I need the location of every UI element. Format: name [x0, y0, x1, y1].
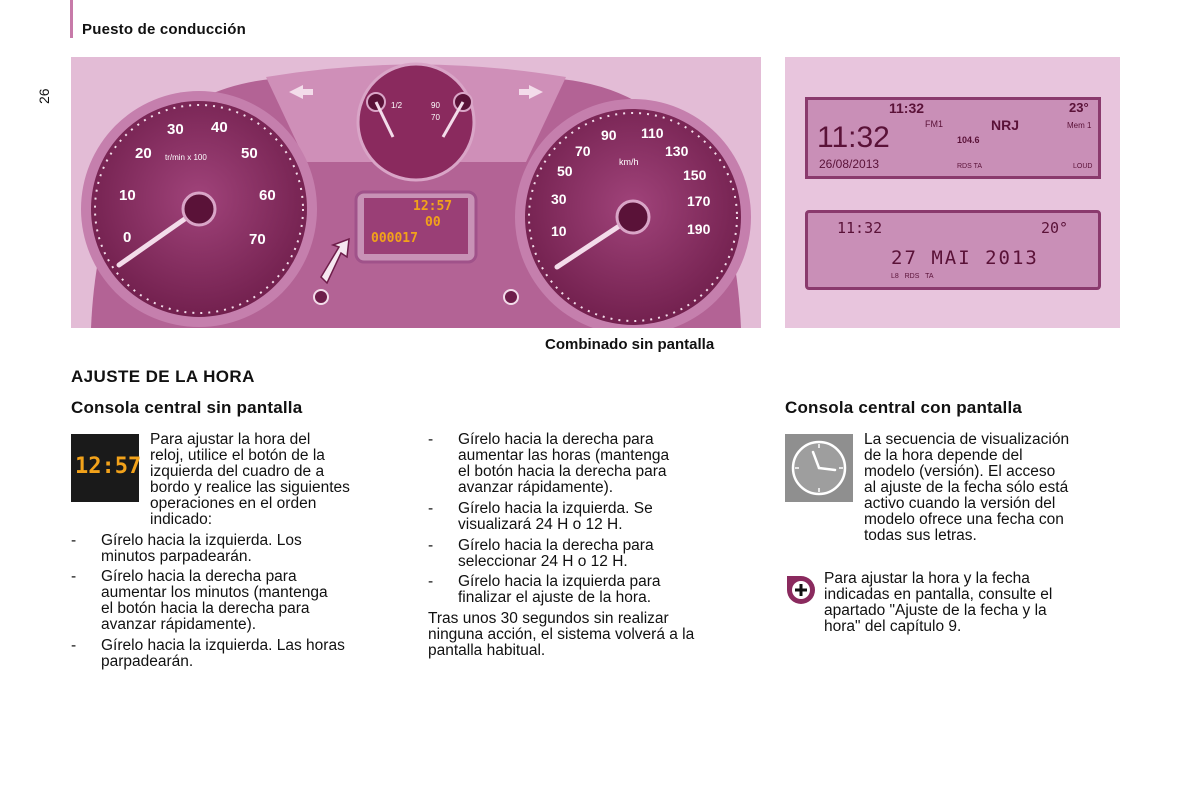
mid-bullet-1: [428, 432, 758, 498]
intro-line: modelo (versión). El acceso: [864, 463, 1056, 480]
bullet-line: Gírelo hacia la derecha para: [101, 568, 297, 585]
radio-band: FM1: [925, 119, 943, 129]
bullet-line: finalizar el ajuste de la hora.: [458, 589, 652, 606]
speedometer: [515, 99, 751, 328]
radio-big-time: 11:32: [817, 121, 890, 154]
temp-label-half: 1/2: [391, 101, 403, 110]
bullet-line: seleccionar 24 H o 12 H.: [458, 553, 628, 570]
intro-line: bordo y realice las siguientes: [150, 479, 350, 496]
bullet-line: Gírelo hacia la izquierda. Los: [101, 532, 302, 549]
left-bullet-2: [71, 569, 411, 635]
bullet-dash: -: [428, 431, 434, 448]
speedo-label-90: 90: [601, 127, 617, 143]
plus-info-icon-svg: [785, 574, 817, 606]
bullet-line: visualizará 24 H o 12 H.: [458, 516, 623, 533]
speedo-label-10: 10: [551, 223, 567, 239]
note-line: Para ajustar la hora y la fecha: [824, 570, 1030, 587]
bullet-line: avanzar rápidamente).: [101, 616, 257, 633]
bullet-dash: -: [71, 568, 77, 585]
left-col-heading: Consola central sin pantalla: [71, 398, 303, 417]
radio-top-time: 11:32: [889, 100, 925, 116]
tacho-label-70: 70: [249, 231, 266, 248]
tacho-unit: tr/min x 100: [165, 153, 207, 162]
bullet-line: parpadearán.: [101, 653, 194, 670]
bullet-line: Gírelo hacia la izquierda para: [458, 573, 661, 590]
intro-line: activo cuando la versión del: [864, 495, 1056, 512]
right-button-knob: [504, 290, 518, 304]
speedo-unit: km/h: [619, 157, 639, 167]
note-line: apartado "Ajuste de la fecha y la: [824, 602, 1047, 619]
radio-top-temp: 23°: [1069, 100, 1089, 115]
display-trip: 00: [425, 215, 441, 230]
note-line: indicadas en pantalla, consulte el: [824, 586, 1053, 603]
intro-line: todas sus letras.: [864, 527, 977, 544]
radio-loud: LOUD: [1073, 163, 1093, 170]
mid-bullet-3: [428, 538, 758, 572]
closing-line: pantalla habitual.: [428, 642, 546, 659]
clock-display-icon: [71, 434, 142, 502]
radio-bottom-temp: 20°: [1041, 219, 1069, 237]
bullet-line: el botón hacia la derecha para: [458, 463, 667, 480]
bullet-line: minutos parpadearán.: [101, 548, 252, 565]
tacho-label-60: 60: [259, 187, 276, 204]
clock-display-icon-text: 12:57: [75, 454, 142, 479]
closing-line: ninguna acción, el sistema volverá a la: [428, 626, 695, 643]
left-bullet-1: [71, 533, 411, 567]
note-line: hora" del capítulo 9.: [824, 618, 962, 635]
radio-bottom-date: 27 MAI 2013: [891, 247, 1039, 269]
tacho-label-10: 10: [119, 187, 136, 204]
intro-line: operaciones en el orden: [150, 495, 317, 512]
radio-frequency: 104.6: [957, 135, 980, 145]
radio-mem: Mem 1: [1067, 121, 1092, 130]
fuel-temp-gauge: [358, 64, 474, 180]
clock-icon-svg: [785, 434, 853, 502]
radio-bottom-small: L8 RDS TA: [891, 273, 934, 280]
bullet-dash: -: [428, 573, 434, 590]
radio-display-illustration: [785, 57, 1120, 328]
bullet-text: [101, 638, 345, 670]
bullet-text: [101, 533, 302, 565]
closing-line: Tras unos 30 segundos sin realizar: [428, 610, 669, 627]
radio-rds: RDS TA: [957, 163, 983, 170]
radio-date: 26/08/2013: [819, 157, 880, 171]
intro-line: Para ajustar la hora del: [150, 431, 311, 448]
page-number-text: 26: [36, 88, 52, 104]
intro-line: al ajuste de la fecha sólo está: [864, 479, 1069, 496]
tacho-label-20: 20: [135, 145, 152, 162]
bullet-dash: -: [71, 532, 77, 549]
instrument-cluster-illustration: [71, 57, 761, 328]
bullet-text: [458, 432, 669, 496]
bullet-line: el botón hacia la derecha para: [101, 600, 310, 617]
left-col-intro: [150, 432, 410, 528]
bullet-line: Gírelo hacia la izquierda. Se: [458, 500, 653, 517]
display-time: 12:57: [413, 199, 453, 214]
cluster-caption: Combinado sin pantalla: [545, 336, 715, 353]
mid-bullet-4: [428, 574, 758, 608]
bullet-text: [458, 574, 660, 606]
temp-label-90: 90: [431, 101, 440, 110]
main-heading: AJUSTE DE LA HORA: [71, 367, 255, 386]
bullet-dash: -: [428, 537, 434, 554]
bullet-line: aumentar los minutos (mantenga: [101, 584, 328, 601]
bullet-line: aumentar las horas (mantenga: [458, 447, 670, 464]
bullet-line: Gírelo hacia la derecha para: [458, 537, 654, 554]
right-col-intro: [864, 432, 1129, 544]
intro-line: reloj, utilice el botón de la: [150, 447, 325, 464]
intro-line: izquierda del cuadro de a: [150, 463, 325, 480]
tacho-label-50: 50: [241, 145, 258, 162]
left-button-knob: [314, 290, 328, 304]
speedo-label-110: 110: [641, 125, 664, 141]
mid-bullet-2: [428, 501, 758, 535]
bullet-dash: -: [71, 637, 77, 654]
intro-line: de la hora depende del: [864, 447, 1023, 464]
bullet-line: Gírelo hacia la izquierda. Las horas: [101, 637, 345, 654]
intro-line: La secuencia de visualización: [864, 431, 1070, 448]
bullet-line: avanzar rápidamente).: [458, 479, 614, 496]
bullet-text: [458, 501, 653, 533]
right-col-heading: Consola central con pantalla: [785, 398, 1023, 417]
bullet-line: Gírelo hacia la derecha para: [458, 431, 654, 448]
tacho-label-40: 40: [211, 119, 228, 136]
radio-station: NRJ: [991, 117, 1020, 133]
header-accent-bar: [70, 0, 73, 38]
speedo-label-190: 190: [687, 221, 711, 237]
temp-label-70: 70: [431, 113, 440, 122]
speedo-label-50: 50: [557, 163, 573, 179]
plus-info-icon: [785, 574, 817, 606]
display-odometer: 000017: [371, 231, 418, 246]
tacho-label-0: 0: [123, 229, 132, 246]
speedo-label-150: 150: [683, 167, 707, 183]
left-bullet-3: [71, 638, 416, 672]
bullet-dash: -: [428, 500, 434, 517]
speedo-label-170: 170: [687, 193, 711, 209]
tachometer: [81, 91, 317, 327]
speedo-label-30: 30: [551, 191, 567, 207]
page-number: [36, 88, 52, 104]
bullet-text: [458, 538, 654, 570]
speedo-label-130: 130: [665, 143, 689, 159]
analog-clock-icon: [785, 434, 853, 502]
bullet-text: [101, 569, 328, 633]
cluster-svg: [71, 57, 761, 328]
right-col-note: [824, 571, 1124, 635]
intro-line: modelo ofrece una fecha con: [864, 511, 1064, 528]
tacho-label-30: 30: [167, 121, 184, 138]
section-title: Puesto de conducción: [82, 21, 247, 38]
speedo-label-70: 70: [575, 143, 591, 159]
radio-bottom-time: 11:32: [837, 219, 883, 237]
intro-line: indicado:: [150, 511, 213, 528]
mid-closing-paragraph: [428, 611, 768, 659]
